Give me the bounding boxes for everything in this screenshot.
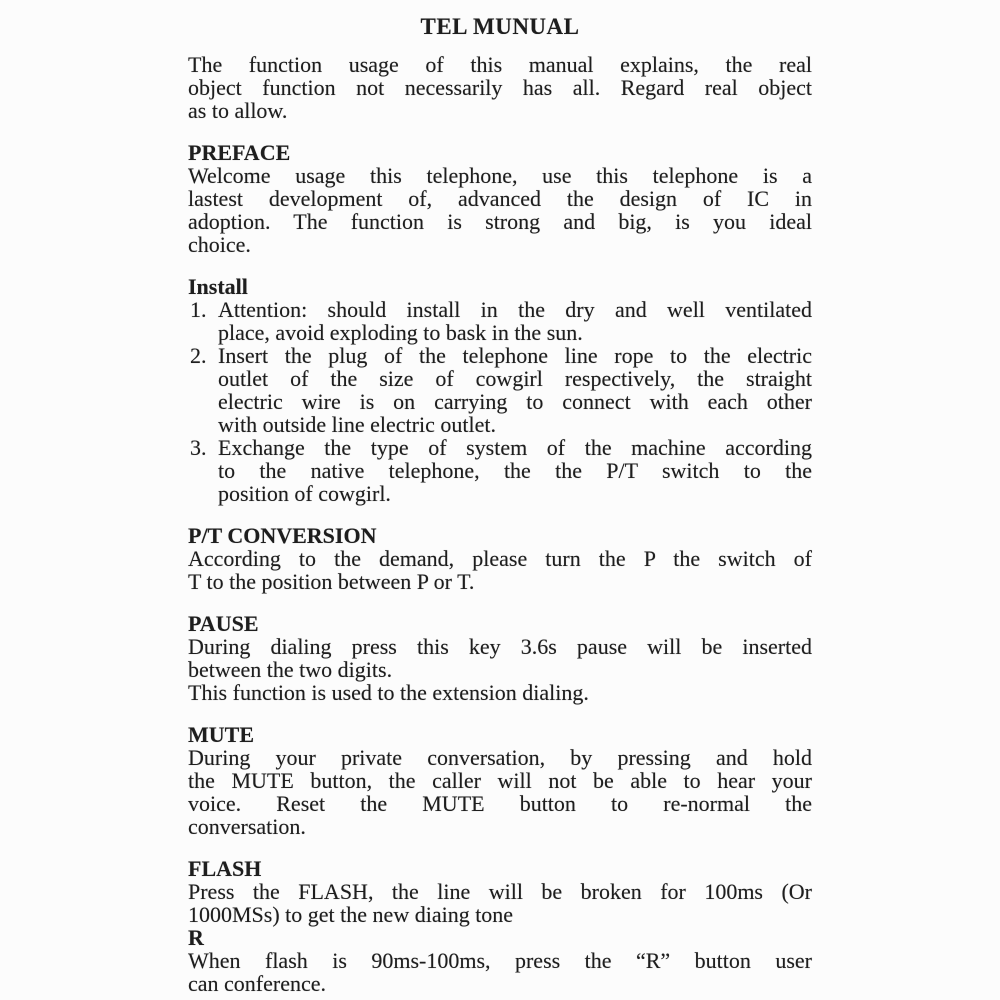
list-number: 1. [190,297,207,322]
section-heading-flash: FLASH [188,856,262,881]
text-line: Insert the plug of the telephone line rope to the electric [218,343,812,368]
text-line: Attention: should install in the dry and well ventilated [218,297,812,322]
text-line: T to the position between P or T. [188,569,475,594]
paragraph [188,164,812,256]
section-heading-r: R [188,925,204,950]
text-line: The function usage of this manual explains, the real [188,52,812,77]
list-item [188,436,812,505]
intro-paragraph [188,53,812,122]
list-number: 3. [190,435,207,460]
text-line: to the native telephone, the the P/T switch to the [218,458,812,483]
list-item-text [218,436,812,505]
paragraph [188,547,812,593]
paragraph [188,635,812,681]
section-mute [188,723,812,838]
list-item [188,344,812,436]
text-line: position of cowgirl. [218,481,391,506]
text-line: object function not necessarily has all. Regard real object [188,75,812,100]
text-line: During dialing press this key 3.6s pause will be inserted [188,634,812,659]
text-line: adoption. The function is strong and big, is you ideal [188,209,812,234]
text-line: According to the demand, please turn the P the switch of [188,546,812,571]
page-content [188,14,812,995]
text-line: Exchange the type of system of the machine according [218,435,812,460]
text-line: 1000MSs) to get the new diaing tone [188,902,514,927]
text-line: conversation. [188,814,306,839]
text-line: between the two digits. [188,657,393,682]
paragraph [188,746,812,838]
section-heading-preface: PREFACE [188,140,291,165]
text-line: Press the FLASH, the line will be broken for 100ms (Or [188,879,812,904]
text-line: lastest development of, advanced the design of IC in [188,186,812,211]
section-pause [188,612,812,704]
paragraph [188,949,812,995]
list-number: 2. [190,343,207,368]
section-heading-install: Install [188,274,248,299]
sections [188,141,812,995]
text-line: This function is used to the extension dialing. [188,680,589,705]
text-line: the MUTE button, the caller will not be able to hear your [188,768,812,793]
text-line: can conference. [188,971,327,996]
section-install [188,275,812,505]
list-item-text [218,298,812,344]
section-flash [188,857,812,926]
text-line: voice. Reset the MUTE button to re-normal the [188,791,812,816]
section-r [188,926,812,995]
text-line: as to allow. [188,98,288,123]
text-line: Welcome usage this telephone, use this telephone is a [188,163,812,188]
text-line: When flash is 90ms-100ms, press the “R” button user [188,948,812,973]
section-preface [188,141,812,256]
page-title: TEL MUNUAL [420,14,580,39]
paragraph [188,880,812,926]
section-pt-conversion [188,524,812,593]
section-heading-pt-conversion: P/T CONVERSION [188,523,377,548]
list-item-text [218,344,812,436]
paragraph [188,681,812,704]
text-line: place, avoid exploding to bask in the sun. [218,320,583,345]
section-heading-mute: MUTE [188,722,254,747]
text-line: with outside line electric outlet. [218,412,496,437]
text-line: During your private conversation, by pressing and hold [188,745,812,770]
section-heading-pause: PAUSE [188,611,259,636]
text-line: electric wire is on carrying to connect with each other [218,389,812,414]
text-line: choice. [188,232,251,257]
list-item [188,298,812,344]
text-line: outlet of the size of cowgirl respectively, the straight [218,366,812,391]
